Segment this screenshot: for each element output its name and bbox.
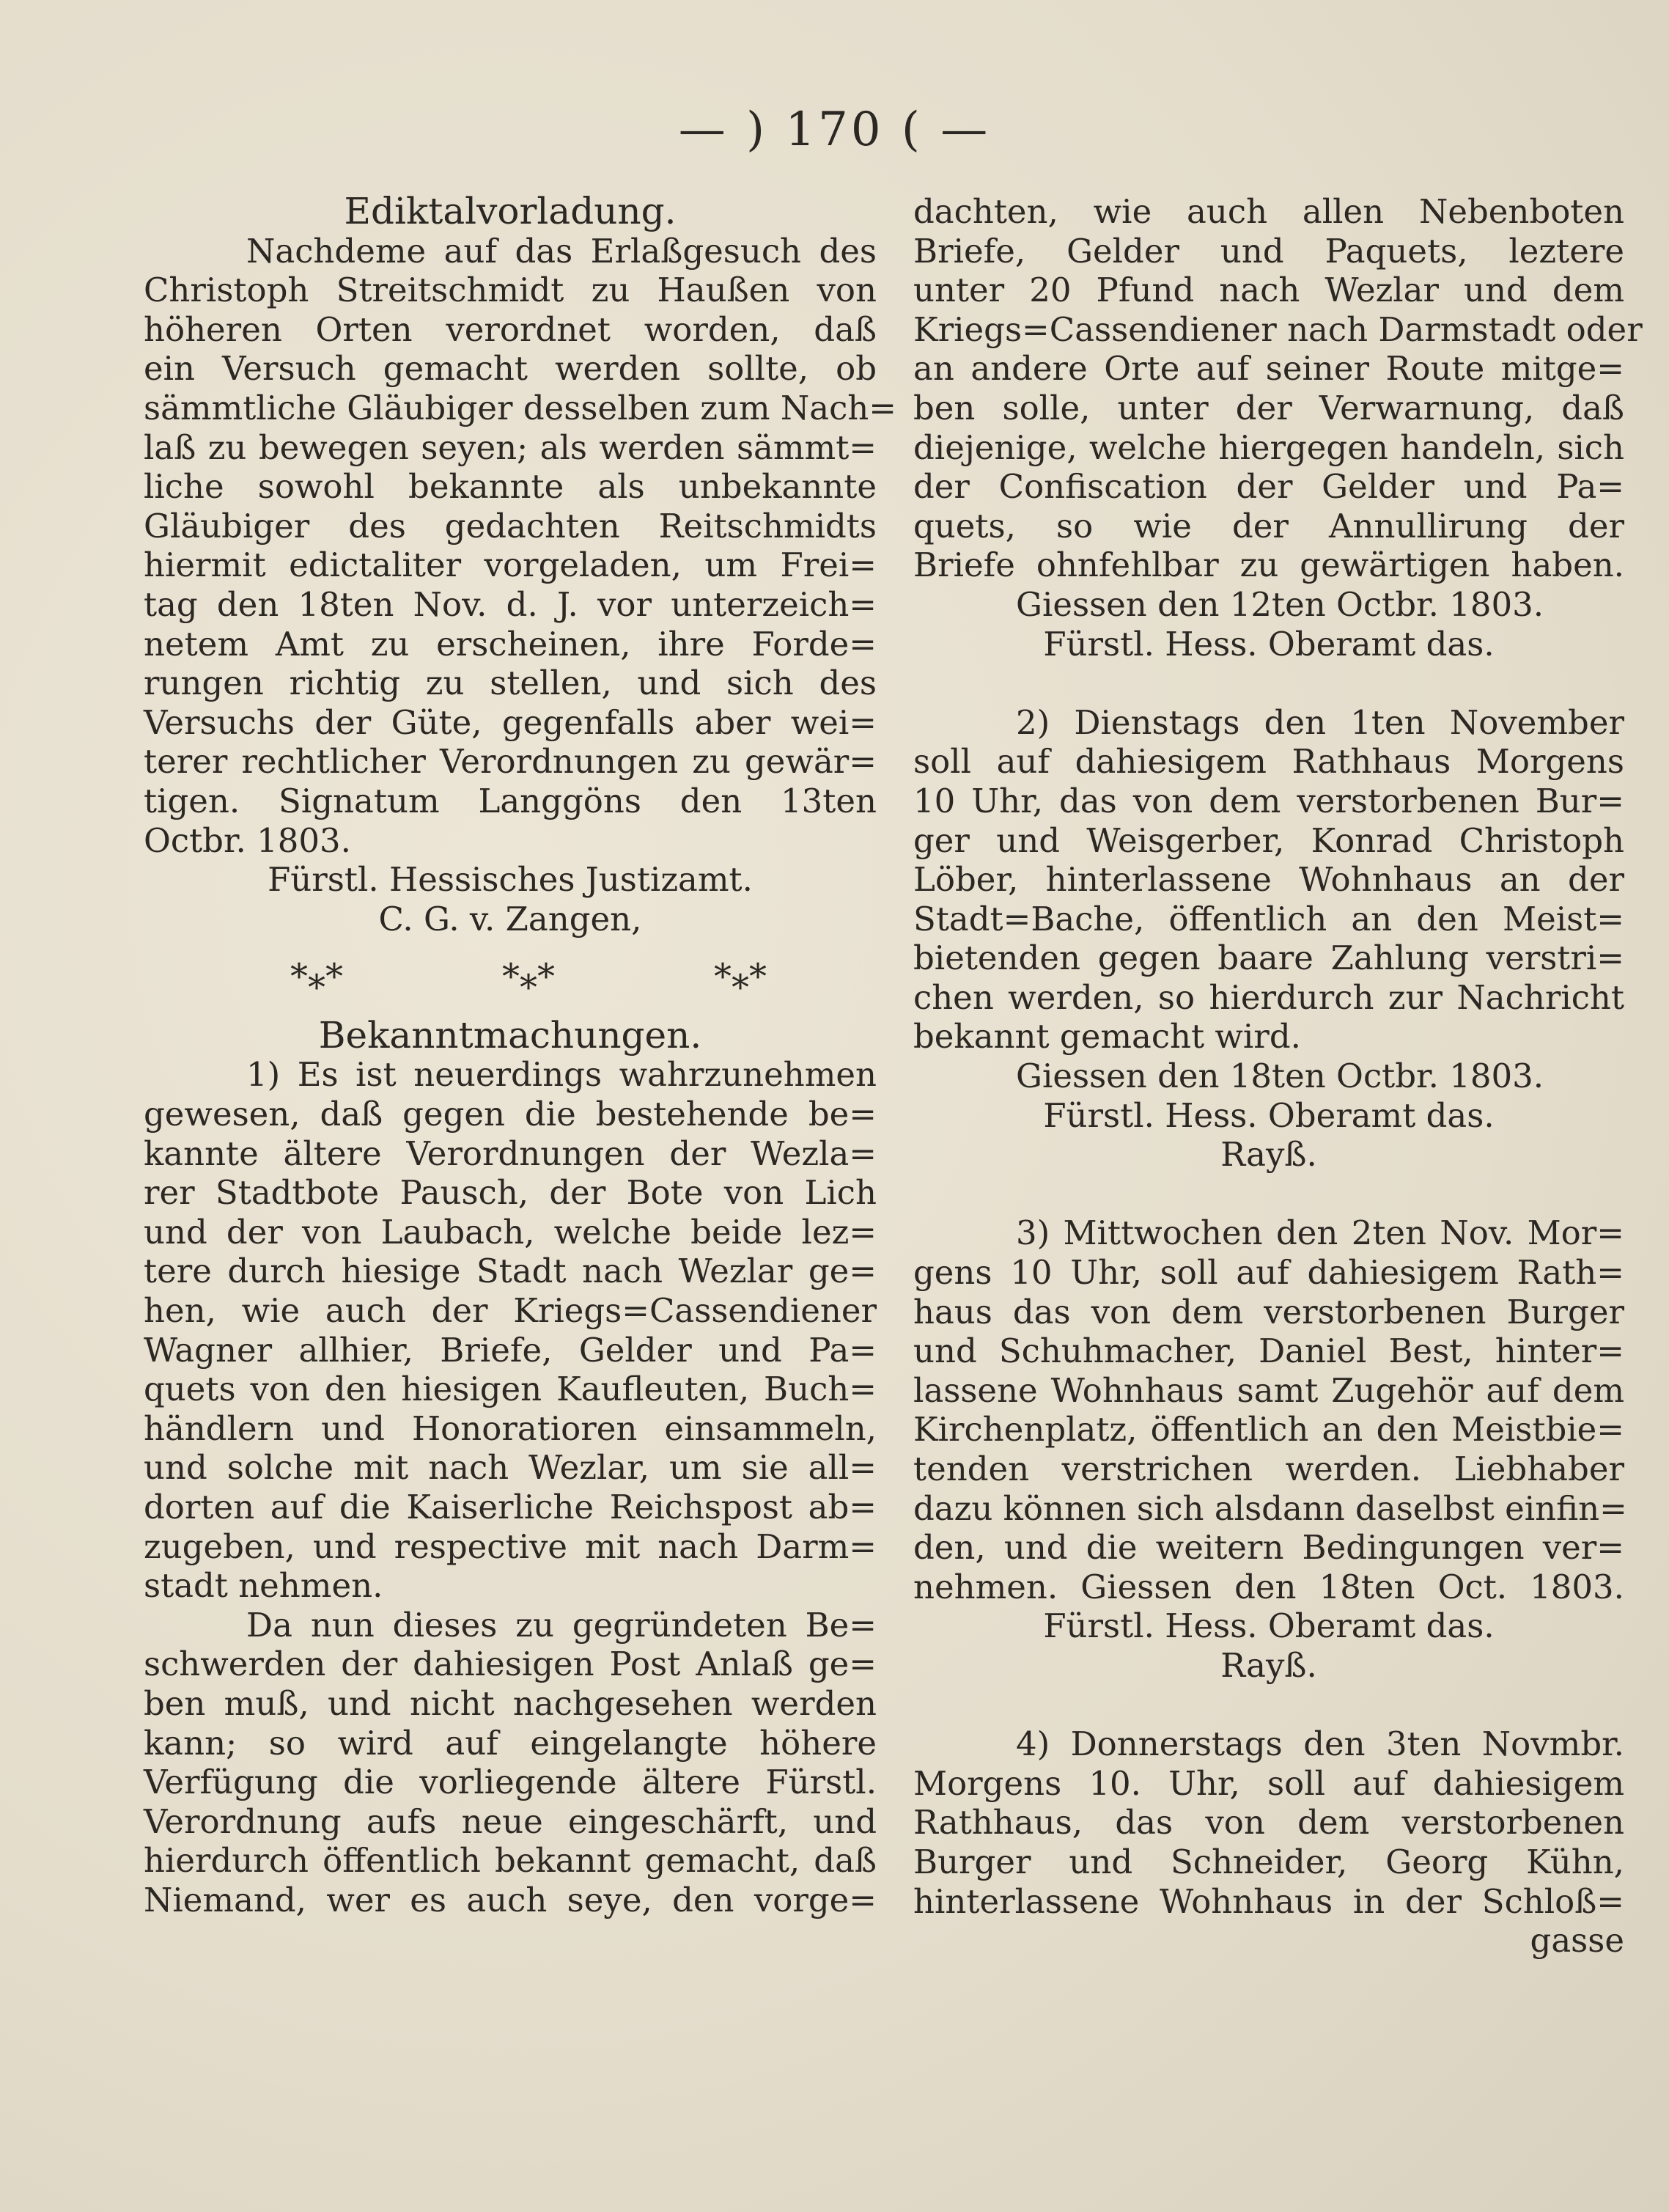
page-number: — ) 170 ( — bbox=[678, 103, 991, 157]
text-line: und Schuhmacher, Daniel Best, hinter= bbox=[913, 1331, 1624, 1371]
text-line: Kirchenplatz, öffentlich an den Meistbie= bbox=[913, 1410, 1624, 1449]
right-column bbox=[913, 192, 1643, 1961]
text-line: chen werden, so hierdurch zur Nachricht bbox=[913, 977, 1624, 1017]
notice-2-authority: Fürstl. Hess. Oberamt das. bbox=[1043, 1095, 1495, 1135]
left-column bbox=[144, 190, 896, 1920]
notice-1-date: Giessen den 12ten Octbr. 1803. bbox=[1016, 584, 1544, 624]
text-line: liche sowohl bekannte als unbekannte bbox=[144, 467, 877, 507]
text-line: dazu können sich alsdann daselbst einfin= bbox=[913, 1488, 1627, 1528]
text-line: an andere Orte auf seiner Route mitge= bbox=[913, 349, 1624, 389]
notice-2-signature: Rayß. bbox=[1220, 1135, 1317, 1175]
notice-1-continuation bbox=[144, 1606, 877, 1920]
text-line: haus das von dem verstorbenen Burger bbox=[913, 1292, 1624, 1331]
text-line: den, und die weitern Bedingungen ver= bbox=[913, 1528, 1624, 1568]
text-line: der Confiscation der Gelder und Pa= bbox=[913, 467, 1624, 507]
text-line: laß zu bewegen seyen; als werden sämmt= bbox=[144, 427, 877, 467]
text-line: gens 10 Uhr, soll auf dahiesigem Rath= bbox=[913, 1253, 1624, 1293]
text-line: nehmen. Giessen den 18ten Oct. 1803. bbox=[913, 1567, 1624, 1606]
edict-signature: C. G. v. Zangen, bbox=[378, 899, 642, 938]
text-line: 1) Es ist neuerdings wahrzunehmen bbox=[246, 1055, 877, 1095]
text-line: und solche mit nach Wezlar, um sie all= bbox=[144, 1448, 877, 1488]
text-line: Rathhaus, das von dem verstorbenen bbox=[913, 1803, 1624, 1842]
text-line: netem Amt zu erscheinen, ihre Forde= bbox=[144, 624, 877, 664]
text-line: hiermit edictaliter vorgeladen, um Frei= bbox=[144, 545, 877, 585]
notice-2-date: Giessen den 18ten Octbr. 1803. bbox=[1016, 1057, 1544, 1096]
text-line: Nachdeme auf das Erlaßgesuch des bbox=[246, 231, 877, 271]
text-line: lassene Wohnhaus samt Zugehör auf dem bbox=[913, 1370, 1624, 1410]
text-line: Octbr. 1803. bbox=[144, 820, 351, 860]
text-line: Kriegs=Cassendiener nach Darmstadt oder bbox=[913, 309, 1643, 349]
text-line: Versuchs der Güte, gegenfalls aber wei= bbox=[144, 702, 877, 742]
notice-3-authority: Fürstl. Hess. Oberamt das. bbox=[1043, 1606, 1495, 1646]
text-line: kann; so wird auf eingelangte höhere bbox=[144, 1723, 877, 1763]
text-line: Briefe, Gelder und Paquets, leztere bbox=[913, 231, 1624, 271]
catchword: gasse bbox=[1530, 1921, 1624, 1961]
text-line: quets von den hiesigen Kaufleuten, Buch= bbox=[144, 1370, 877, 1409]
text-line: bietenden gegen baare Zahlung verstri= bbox=[913, 938, 1624, 978]
text-line: gewesen, daß gegen die bestehende be= bbox=[144, 1095, 877, 1134]
text-line: Da nun dieses zu gegründeten Be= bbox=[246, 1605, 877, 1645]
text-line: Wagner allhier, Briefe, Gelder und Pa= bbox=[144, 1330, 877, 1370]
text-line: ben solle, unter der Verwarnung, daß bbox=[913, 388, 1624, 427]
notice-1-authority: Fürstl. Hess. Oberamt das. bbox=[1043, 624, 1495, 664]
text-line: ger und Weisgerber, Konrad Christoph bbox=[913, 820, 1624, 860]
text-line: Morgens 10. Uhr, soll auf dahiesigem bbox=[913, 1763, 1624, 1803]
text-line: 10 Uhr, das von dem verstorbenen Bur= bbox=[913, 781, 1624, 820]
star-group: *⁎* bbox=[502, 956, 555, 998]
text-line: 2) Dienstags den 1ten November bbox=[1016, 702, 1624, 742]
text-line: tigen. Signatum Langgöns den 13ten bbox=[144, 781, 877, 820]
edict-title: Ediktalvorladung. bbox=[344, 190, 677, 232]
star-group: *⁎* bbox=[714, 956, 767, 998]
text-line: Stadt=Bache, öffentlich an den Meist= bbox=[913, 899, 1624, 938]
text-line: Christoph Streitschmidt zu Haußen von bbox=[144, 271, 877, 310]
text-line: Gläubiger des gedachten Reitschmidts bbox=[144, 506, 877, 545]
text-line: Verfügung die vorliegende ältere Fürstl. bbox=[144, 1763, 877, 1802]
text-line: 4) Donnerstags den 3ten Novmbr. bbox=[1016, 1724, 1624, 1764]
notice-3-body bbox=[913, 1213, 1627, 1606]
text-line: Löber, hinterlassene Wohnhaus an der bbox=[913, 860, 1624, 900]
text-line: quets, so wie der Annullirung der bbox=[913, 506, 1624, 545]
notice-2-body bbox=[913, 703, 1624, 1057]
text-line: hierdurch öffentlich bekannt gemacht, daß bbox=[144, 1841, 877, 1881]
text-line: hen, wie auch der Kriegs=Cassendiener bbox=[144, 1291, 877, 1331]
text-line: händlern und Honoratioren einsammeln, bbox=[144, 1408, 877, 1448]
text-line: ein Versuch gemacht werden sollte, ob bbox=[144, 349, 877, 389]
text-line: Briefe ohnfehlbar zu gewärtigen haben. bbox=[913, 545, 1624, 585]
text-line: terer rechtlicher Verordnungen zu gewär= bbox=[144, 742, 877, 782]
notice-3-signature: Rayß. bbox=[1220, 1645, 1317, 1685]
text-line: unter 20 Pfund nach Wezlar und dem bbox=[913, 271, 1624, 310]
text-line: kannte ältere Verordnungen der Wezla= bbox=[144, 1133, 877, 1173]
notice-1-body bbox=[144, 1055, 877, 1605]
text-line: tere durch hiesige Stadt nach Wezlar ge= bbox=[144, 1252, 877, 1291]
text-line: dorten auf die Kaiserliche Reichspost ab= bbox=[144, 1488, 877, 1526]
text-line: dachten, wie auch allen Nebenboten bbox=[913, 192, 1624, 231]
text-line: ben muß, und nicht nachgesehen werden bbox=[144, 1683, 877, 1723]
notice-4-body bbox=[913, 1724, 1624, 1921]
text-line: zugeben, und respective mit nach Darm= bbox=[144, 1526, 877, 1566]
text-line: 3) Mittwochen den 2ten Nov. Mor= bbox=[1016, 1213, 1624, 1253]
star-group: *⁎* bbox=[290, 956, 343, 998]
notices-title: Bekanntmachungen. bbox=[318, 1013, 702, 1057]
notice-1-ending bbox=[913, 192, 1643, 585]
text-line: rer Stadtbote Pausch, der Bote von Lich bbox=[144, 1173, 877, 1213]
text-line: soll auf dahiesigem Rathhaus Morgens bbox=[913, 742, 1624, 782]
text-line: rungen richtig zu stellen, und sich des bbox=[144, 664, 877, 703]
text-line: hinterlassene Wohnhaus in der Schloß= bbox=[913, 1881, 1624, 1921]
text-line: Verordnung aufs neue eingeschärft, und bbox=[144, 1801, 877, 1841]
text-line: stadt nehmen. bbox=[144, 1566, 383, 1606]
edict-body bbox=[144, 231, 896, 861]
text-line: Niemand, wer es auch seye, den vorge= bbox=[144, 1880, 877, 1919]
text-line: diejenige, welche hiergegen handeln, sich bbox=[913, 427, 1624, 467]
text-line: bekannt gemacht wird. bbox=[913, 1017, 1301, 1057]
text-line: sämmtliche Gläubiger desselben zum Nach= bbox=[144, 388, 896, 427]
edict-authority: Fürstl. Hessisches Justizamt. bbox=[268, 860, 753, 900]
text-line: höheren Orten verordnet worden, daß bbox=[144, 309, 877, 349]
text-line: und der von Laubach, welche beide lez= bbox=[144, 1212, 877, 1252]
text-line: Burger und Schneider, Georg Kühn, bbox=[913, 1842, 1624, 1881]
text-line: schwerden der dahiesigen Post Anlaß ge= bbox=[144, 1645, 877, 1684]
text-line: tag den 18ten Nov. d. J. vor unterzeich= bbox=[144, 584, 877, 624]
text-line: tenden verstrichen werden. Liebhaber bbox=[913, 1449, 1624, 1488]
section-divider-stars bbox=[144, 958, 877, 997]
